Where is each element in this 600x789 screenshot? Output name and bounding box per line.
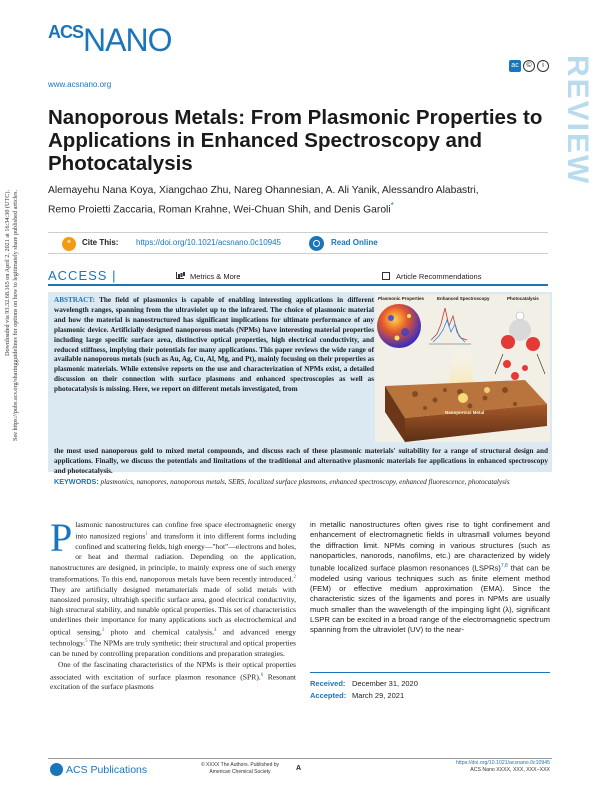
footer-citation-text: ACS Nano XXXX, XXX, XXX−XXX: [470, 767, 550, 773]
reference-link[interactable]: 3: [101, 627, 105, 633]
publication-dates: [310, 672, 550, 702]
journal-logo-acs: ACS: [48, 22, 84, 42]
reference-link[interactable]: 7,8: [500, 563, 508, 569]
drop-cap: P: [50, 515, 73, 560]
figure-label-spectroscopy: Enhanced Spectroscopy: [437, 296, 490, 301]
journal-logo-name: NANO: [83, 22, 172, 58]
metrics-link[interactable]: Metrics & More: [176, 272, 240, 281]
page-number: A: [296, 765, 302, 772]
abstract-label: ABSTRACT:: [54, 296, 96, 304]
footer-citation: [420, 760, 550, 774]
figure-label-plasmonic: Plasmonic Properties: [378, 296, 425, 301]
section-tab: [560, 55, 594, 475]
copyright-notice: © XXXX The Authors. Published by American Chemical Society: [200, 762, 280, 775]
license-icons: [509, 60, 549, 72]
body-column-left: [50, 515, 297, 693]
journal-url-link[interactable]: www.acsnano.org: [48, 80, 112, 89]
bar-chart-icon: [176, 272, 184, 279]
read-online-icon[interactable]: [309, 236, 324, 251]
abstract-box: [48, 292, 552, 475]
reference-link[interactable]: 5: [85, 639, 88, 645]
open-access-icon: ac: [509, 60, 521, 72]
acs-logo-icon: [50, 763, 63, 776]
toc-graphic: [375, 294, 550, 442]
journal-logo: [48, 22, 171, 59]
cite-icon: “: [62, 237, 76, 251]
reference-link[interactable]: 6: [260, 672, 264, 678]
reference-link[interactable]: 2: [293, 574, 296, 580]
download-notice: [0, 190, 24, 590]
accepted-label: Accepted:: [310, 691, 347, 700]
corresponding-author-mark[interactable]: *: [390, 201, 394, 210]
body-paragraph: Plasmonic nanostructures can confine free space electromagnetic energy into nanosized regions$^1$ and transform it into different forms including confined and scattering fields, high energy—"hot"—electrons and holes, or heat and thermal radiation. Depending on the application, nanostructures are designed, in principle, to mainly express one of such energy transformations. To this end, nanoporous metals have been recently introduced.$^2$ They are artificially designed metamaterials made of solid metals with nanosized porosity, ultrahigh specific surface area, good electrical conductivity, high structural stability, and tunable optical properties. This set of characteristics underlines their importance for many applications such as electrochemical and optical sensing,$^3$ photo and chemical catalysis,$^4$ and advanced energy technology.$^5$ The NPMs are truly synthetic; their structural and optical properties can be tuned by controlling preparation conditions and preparation strategies.: [50, 515, 297, 659]
document-icon: [382, 272, 390, 280]
cc-by-icon: i: [537, 60, 549, 72]
author-list: [48, 183, 548, 217]
access-label: ACCESS |: [48, 268, 117, 283]
authors-line2: Remo Proietti Zaccaria, Roman Krahne, Wei-Chuan Shih, and Denis Garoli: [48, 204, 391, 216]
figure-label-nanoporous: Nanoporous Metal: [445, 410, 485, 415]
abstract-text: ABSTRACT: The field of plasmonics is capable of enabling interesting applications in different wavelength ranges, spanning from the ultraviolet up to the infrared. The choice of plasmonic material and how the material is nanostructured has significant implications for ultimate performance of any plasmonic device. Artificially designed nanoporous metals (NPMs) have interesting material properties including large specific surface area, distinctive optical properties, high electrical conductivity, and reduced stiffness, implying their potentials for many applications. This paper reviews the wide range of available nanoporous metals (such as Au, Ag, Cu, Al, Mg, and Pt), mainly focusing on their properties as plasmonic materials. While extensive reports on the use and characterization of NPMs exist, a detailed discussion on their connection with surface plasmons and enhanced spectroscopies as well as photocatalysis is missing. Here, we report on different metals investigated, from: [54, 296, 374, 394]
footer-doi-link[interactable]: https://doi.org/10.1021/acsnano.0c10945: [455, 760, 550, 766]
section-label: REVIEW: [561, 55, 594, 186]
article-title: Nanoporous Metals: From Plasmonic Properties to Applications in Enhanced Spectroscopy and Photocatalysis: [48, 106, 543, 175]
keywords-text: plasmonics, nanopores, nanoporous metals, SERS, localized surface plasmons, enhanced spectroscopy, enhanced fluorescence, photocatalysis: [100, 478, 510, 486]
abstract-text-continued: the most used nanoporous gold to mixed metal compounds, and discuss each of these plasmonic materials' suitability for a range of structural design and applications. Finally, we discuss the potentials and limitations of the traditional and alternative plasmonic materials for applications in enhanced spectroscopy and photocatalysis.: [54, 447, 548, 475]
cite-bar: [48, 232, 548, 254]
received-date: December 31, 2020: [352, 679, 418, 688]
read-online-link[interactable]: Read Online: [331, 238, 378, 247]
reference-link[interactable]: 4: [213, 627, 217, 633]
cite-doi-link[interactable]: https://doi.org/10.1021/acsnano.0c10945: [136, 238, 281, 247]
footer-divider: [48, 758, 552, 759]
cc-icon: ©: [523, 60, 535, 72]
cite-label: Cite This:: [82, 238, 119, 247]
recommendations-link[interactable]: Article Recommendations: [382, 272, 481, 281]
keywords-label: KEYWORDS:: [54, 477, 99, 486]
authors-line1: Alemayehu Nana Koya, Xiangchao Zhu, Nareg Ohannesian, A. Ali Yanik, Alessandro Alabastri,: [48, 185, 479, 196]
body-paragraph: One of the fascinating characteristics of the NPMs is their optical properties associated with excitation of surface plasmon resonance (SPR).$^6$ Resonant excitation of the surface plasmons: [50, 660, 296, 692]
body-column-right: [310, 520, 550, 635]
publisher-logo[interactable]: ACS Publications: [50, 763, 147, 776]
reference-link[interactable]: 1: [145, 532, 148, 538]
figure-label-photocatalysis: Photocatalysis: [507, 296, 539, 301]
received-label: Received:: [310, 679, 346, 688]
download-notice-line1: Downloaded via 93.32.68.165 on April 2, 2021 at 16:34:30 (UTC).: [4, 190, 11, 357]
download-notice-line2: See https://pubs.acs.org/sharingguidelines for options on how to legitimately share published articles.: [12, 190, 19, 441]
toc-graphic-svg: [375, 294, 550, 442]
accepted-date: March 29, 2021: [352, 691, 405, 700]
keywords: [54, 477, 550, 487]
body-paragraph: in metallic nanostructures often gives rise to tight confinement and enhancement of electromagnetic fields in ultrasmall volumes beyond the diffraction limit. NPMs coming in various structures (such as nanoparticles, nanorods, nanofilms, etc.) are characterized by widely tunable localized surface plasmon resonances (LSPRs)$^{7,8}$ that can be modeled using various techniques such as finite element method (FEM) or effective medium approximation (EMA). Since the characteristic sizes of the ligaments and pores in NPMs are usually much smaller than the wavelength of the impinging light (λ), significant LSPR can be excited in a broad range of the electromagnetic spectrum spanning from the ultraviolet (UV) to the near-: [310, 520, 550, 635]
access-bar: [48, 268, 548, 286]
